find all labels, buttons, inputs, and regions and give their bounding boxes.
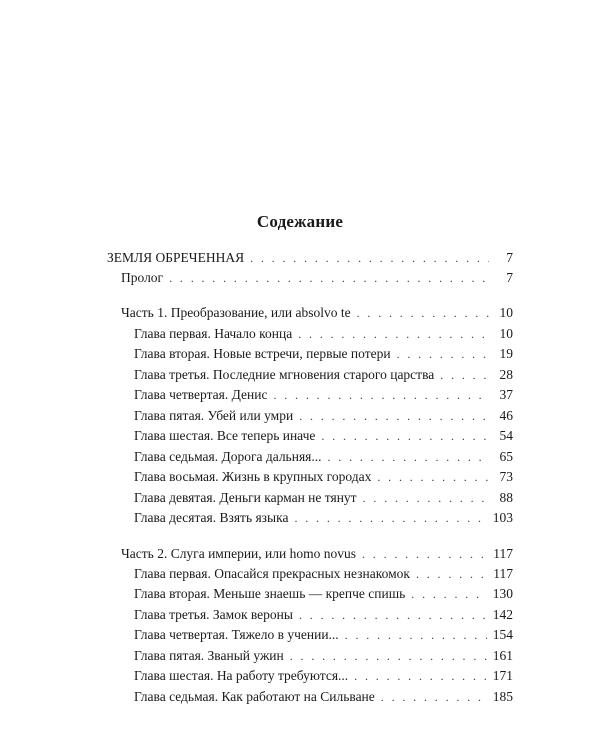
toc-entry-label: Глава четвертая. Денис xyxy=(134,387,268,402)
toc-entry xyxy=(134,648,513,664)
dot-leader xyxy=(357,305,489,321)
toc-entry-page: 88 xyxy=(499,490,513,505)
toc-entry-label: Глава восьмая. Жизнь в крупных городах xyxy=(134,469,372,484)
toc-entry-label: Глава первая. Начало конца xyxy=(134,326,293,341)
dot-leader xyxy=(321,428,489,444)
toc-entry-page: 46 xyxy=(499,408,513,423)
toc-entry xyxy=(121,305,513,321)
dot-leader xyxy=(299,408,489,424)
toc-entry xyxy=(134,387,513,403)
toc-entry xyxy=(134,367,513,383)
dot-leader xyxy=(298,326,489,342)
toc-entry-label: Глава третья. Последние мгновения старого царства xyxy=(134,367,435,382)
toc-entry-label: Глава десятая. Взять языка xyxy=(134,510,289,525)
toc-entry xyxy=(134,510,513,526)
toc-entry-page: 7 xyxy=(506,270,513,285)
toc-entry xyxy=(134,326,513,342)
dot-leader xyxy=(397,346,489,362)
dot-leader xyxy=(362,546,487,562)
dot-leader xyxy=(327,449,489,465)
toc-entry-page: 37 xyxy=(499,387,513,402)
dot-leader xyxy=(345,627,487,643)
toc-entry xyxy=(107,250,513,266)
toc-entry-label: Глава шестая. Все теперь иначе xyxy=(134,428,316,443)
page-title: Содежание xyxy=(256,212,344,231)
toc-entry xyxy=(121,270,513,286)
toc-entry-label: Глава третья. Замок вероны xyxy=(134,607,293,622)
toc-entry-label: ЗЕМЛЯ ОБРЕЧЕННАЯ xyxy=(107,250,245,265)
toc-entry-label: Пролог xyxy=(121,270,164,285)
toc-entry-page: 161 xyxy=(492,648,513,663)
toc-entry-label: Глава вторая. Новые встречи, первые потери xyxy=(134,346,391,361)
toc-entry-page: 54 xyxy=(499,428,513,443)
dot-leader xyxy=(250,250,489,266)
dot-leader xyxy=(416,566,487,582)
toc-entry-page: 117 xyxy=(493,546,513,561)
dot-leader xyxy=(381,689,487,705)
toc-entry-label: Глава первая. Опасайся прекрасных незнакомок xyxy=(134,566,410,581)
toc-entry-page: 10 xyxy=(499,305,513,320)
toc-entry xyxy=(134,490,513,506)
toc-entry-label: Глава седьмая. Дорога дальняя... xyxy=(134,449,322,464)
toc-entry-label: Глава четвертая. Тяжело в учении... xyxy=(134,627,339,642)
toc-entry xyxy=(134,428,513,444)
dot-leader xyxy=(299,607,487,623)
toc-entry-page: 103 xyxy=(492,510,513,525)
toc-entry-page: 117 xyxy=(493,566,513,581)
toc-entry-label: Глава пятая. Званый ужин xyxy=(134,648,284,663)
toc-entry xyxy=(134,668,513,684)
toc-entry-page: 28 xyxy=(499,367,513,382)
toc-entry-label: Глава седьмая. Как работают на Сильване xyxy=(134,689,375,704)
toc-entry-label: Часть 1. Преобразование, или absolvo te xyxy=(121,305,351,320)
dot-leader xyxy=(354,668,487,684)
toc-entry-page: 171 xyxy=(492,668,513,683)
dot-leader xyxy=(440,367,489,383)
dot-leader xyxy=(377,469,489,485)
toc-entry-page: 65 xyxy=(499,449,513,464)
toc-entry-page: 73 xyxy=(499,469,513,484)
toc-entry-label: Глава шестая. На работу требуются... xyxy=(134,668,349,683)
toc-entry-page: 130 xyxy=(492,586,513,601)
toc-entry xyxy=(134,469,513,485)
toc-entry xyxy=(134,449,513,465)
toc-entry-page: 7 xyxy=(506,250,513,265)
dot-leader xyxy=(169,270,489,286)
toc-entry xyxy=(134,408,513,424)
toc-entry xyxy=(134,586,513,602)
dot-leader xyxy=(411,586,486,602)
toc-entry-label: Глава девятая. Деньги карман не тянут xyxy=(134,490,357,505)
toc-entry-page: 185 xyxy=(492,689,513,704)
toc-entry-page: 142 xyxy=(492,607,513,622)
toc-entry-label: Глава вторая. Меньше знаешь — крепче спишь xyxy=(134,586,406,601)
dot-leader xyxy=(363,490,489,506)
toc-entry xyxy=(134,607,513,623)
toc-entry xyxy=(134,627,513,643)
dot-leader xyxy=(294,510,486,526)
toc-entry-page: 10 xyxy=(499,326,513,341)
toc-entry xyxy=(134,689,513,705)
toc-entry-label: Часть 2. Слуга империи, или homo novus xyxy=(121,546,356,561)
toc-entry xyxy=(121,546,513,562)
dot-leader xyxy=(290,648,487,664)
toc-entry-page: 19 xyxy=(499,346,513,361)
toc-entry-label: Глава пятая. Убей или умри xyxy=(134,408,294,423)
toc-entry xyxy=(134,566,513,582)
dot-leader xyxy=(273,387,489,403)
toc-entry xyxy=(134,346,513,362)
toc-entry-page: 154 xyxy=(492,627,513,642)
